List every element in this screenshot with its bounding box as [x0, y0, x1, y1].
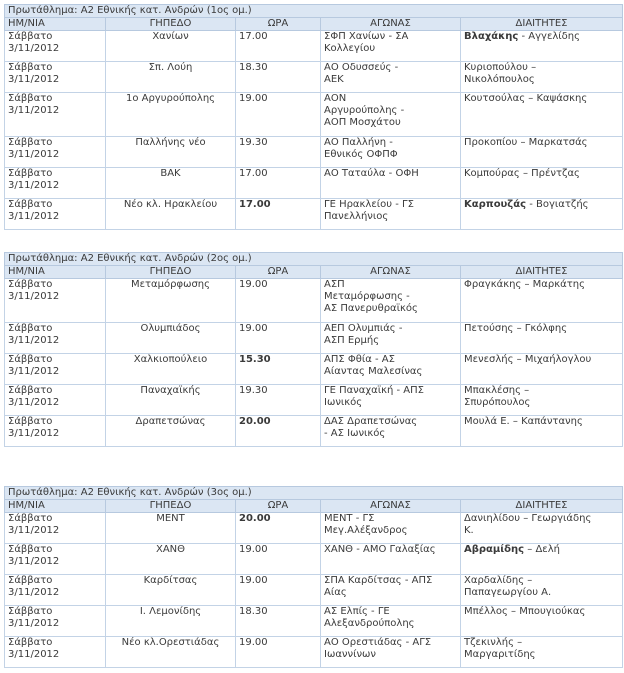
time-cell: 18.30	[236, 606, 321, 637]
date-cell: Σάββατο 3/11/2012	[5, 416, 106, 447]
match-cell: ΑΟ Παλλήνη - Εθνικός ΟΦΠΦ	[321, 137, 461, 168]
schedule-table-1	[4, 4, 623, 230]
referees-cell	[461, 575, 623, 606]
championship-title: Πρωτάθλημα: Α2 Εθνικής κατ. Ανδρών (3ος ομ.)	[5, 487, 623, 500]
referees-cell	[461, 354, 623, 385]
header-match: ΑΓΩΝΑΣ	[321, 18, 461, 31]
date-cell: Σάββατο 3/11/2012	[5, 31, 106, 62]
referee-rest: Κομπούρας – Πρέντζας	[464, 168, 580, 179]
table-row	[5, 168, 623, 199]
table-header-row	[5, 266, 623, 279]
venue-cell: Ολυμπιάδος	[106, 323, 236, 354]
table-row	[5, 513, 623, 544]
header-venue: ΓΗΠΕΔΟ	[106, 266, 236, 279]
referees-cell	[461, 62, 623, 93]
header-venue: ΓΗΠΕΔΟ	[106, 18, 236, 31]
table-row	[5, 354, 623, 385]
referee-rest: – Δελή	[524, 544, 560, 555]
date-cell: Σάββατο 3/11/2012	[5, 279, 106, 323]
referees-cell	[461, 168, 623, 199]
match-cell: ΧΑΝΘ - ΑΜΟ Γαλαξίας	[321, 544, 461, 575]
header-time: ΩΡΑ	[236, 18, 321, 31]
date-cell: Σάββατο 3/11/2012	[5, 354, 106, 385]
venue-cell: Καρδίτσας	[106, 575, 236, 606]
table-header-row	[5, 18, 623, 31]
table-row	[5, 637, 623, 668]
table-title-row	[5, 253, 623, 266]
referee-rest: Πετούσης – Γκόλφης	[464, 323, 568, 334]
referees-cell	[461, 323, 623, 354]
referees-cell	[461, 31, 623, 62]
match-cell: ΣΦΠ Χανίων - ΣΑ Κολλεγίου	[321, 31, 461, 62]
referees-cell	[461, 544, 623, 575]
match-cell: ΓΕ Παναχαϊκή - ΑΠΣ Ιωνικός	[321, 385, 461, 416]
date-cell: Σάββατο 3/11/2012	[5, 323, 106, 354]
header-match: ΑΓΩΝΑΣ	[321, 266, 461, 279]
table-row	[5, 137, 623, 168]
match-cell: ΑΠΣ Φθία - ΑΣ Αίαντας Μαλεσίνας	[321, 354, 461, 385]
time-cell: 19.00	[236, 575, 321, 606]
date-cell: Σάββατο 3/11/2012	[5, 385, 106, 416]
venue-cell: ΧΑΝΘ	[106, 544, 236, 575]
time-cell: 19.00	[236, 637, 321, 668]
venue-cell: Χαλκιοπούλειο	[106, 354, 236, 385]
time-cell: 18.30	[236, 62, 321, 93]
time-cell: 19.00	[236, 544, 321, 575]
time-cell: 19.30	[236, 137, 321, 168]
match-cell: ΑΟ Ορεστιάδας - ΑΓΣ Ιωαννίνων	[321, 637, 461, 668]
header-date: ΗΜ/ΝΙΑ	[5, 500, 106, 513]
date-cell: Σάββατο 3/11/2012	[5, 137, 106, 168]
date-cell: Σάββατο 3/11/2012	[5, 637, 106, 668]
header-time: ΩΡΑ	[236, 500, 321, 513]
time-cell: 17.00	[236, 168, 321, 199]
table-row	[5, 93, 623, 137]
time-cell: 19.00	[236, 93, 321, 137]
table-row	[5, 385, 623, 416]
referee-rest: Δανιηλίδου – Γεωργιάδης Κ.	[464, 513, 592, 536]
venue-cell: Δραπετσώνας	[106, 416, 236, 447]
date-cell: Σάββατο 3/11/2012	[5, 513, 106, 544]
championship-title: Πρωτάθλημα: Α2 Εθνικής κατ. Ανδρών (2ος ομ.)	[5, 253, 623, 266]
venue-cell: Νέο κλ. Ηρακλείου	[106, 199, 236, 230]
referee-rest: Χαρδαλίδης – Παπαγεωργίου Α.	[464, 575, 552, 598]
date-cell: Σάββατο 3/11/2012	[5, 575, 106, 606]
date-cell: Σάββατο 3/11/2012	[5, 62, 106, 93]
table-row	[5, 323, 623, 354]
time-cell: 20.00	[236, 416, 321, 447]
header-date: ΗΜ/ΝΙΑ	[5, 266, 106, 279]
match-cell: ΑΟ Οδυσσεύς - ΑΕΚ	[321, 62, 461, 93]
referee-rest: Κυριοπούλου – Νικολόπουλος	[464, 62, 537, 85]
table-row	[5, 606, 623, 637]
schedule-table-2	[4, 252, 623, 447]
venue-cell: Ι. Λεμονίδης	[106, 606, 236, 637]
referee-rest: - Αγγελίδης	[518, 31, 580, 42]
date-cell: Σάββατο 3/11/2012	[5, 199, 106, 230]
table-row	[5, 575, 623, 606]
schedule-table-3	[4, 486, 623, 668]
referees-cell	[461, 416, 623, 447]
table-row	[5, 199, 623, 230]
referee-rest: Μουλά Ε. – Καπάντανης	[464, 416, 583, 427]
venue-cell: 1ο Αργυρούπολης	[106, 93, 236, 137]
referee-rest: Φραγκάκης – Μαρκάτης	[464, 279, 585, 290]
referee-rest: - Βογιατζής	[526, 199, 589, 210]
match-cell: ΓΕ Ηρακλείου - ΓΣ Πανελλήνιος	[321, 199, 461, 230]
table-title-row	[5, 487, 623, 500]
venue-cell: Μεταμόρφωσης	[106, 279, 236, 323]
venue-cell: Παλλήνης νέο	[106, 137, 236, 168]
referees-cell	[461, 513, 623, 544]
table-row	[5, 544, 623, 575]
venue-cell: ΜΕΝΤ	[106, 513, 236, 544]
header-date: ΗΜ/ΝΙΑ	[5, 18, 106, 31]
time-cell: 19.30	[236, 385, 321, 416]
date-cell: Σάββατο 3/11/2012	[5, 606, 106, 637]
table-row	[5, 416, 623, 447]
championship-title: Πρωτάθλημα: Α2 Εθνικής κατ. Ανδρών (1ος ομ.)	[5, 5, 623, 18]
venue-cell: Νέο κλ.Ορεστιάδας	[106, 637, 236, 668]
match-cell: ΑΣ Ελπίς - ΓΕ Αλεξανδρούπολης	[321, 606, 461, 637]
header-time: ΩΡΑ	[236, 266, 321, 279]
venue-cell: Σπ. Λούη	[106, 62, 236, 93]
time-cell: 15.30	[236, 354, 321, 385]
referee-primary: Καρπουζάς	[464, 199, 527, 210]
referees-cell	[461, 637, 623, 668]
referee-rest: Μπακλέσης – Σπυρόπουλος	[464, 385, 531, 408]
match-cell: ΑΟ Ταταύλα - ΟΦΗ	[321, 168, 461, 199]
venue-cell: ΒΑΚ	[106, 168, 236, 199]
time-cell: 19.00	[236, 279, 321, 323]
referee-rest: Τζεκινλής – Μαργαριτίδης	[464, 637, 536, 660]
match-cell: ΑΟΝ Αργυρούπολης - ΑΟΠ Μοσχάτου	[321, 93, 461, 137]
referee-rest: Προκοπίου – Μαρκατσάς	[464, 137, 588, 148]
referee-rest: Μπέλλος – Μπουγιούκας	[464, 606, 586, 617]
header-referees: ΔΙΑΙΤΗΤΕΣ	[461, 500, 623, 513]
referee-primary: Βλαχάκης	[464, 31, 519, 42]
date-cell: Σάββατο 3/11/2012	[5, 168, 106, 199]
time-cell: 17.00	[236, 199, 321, 230]
referees-cell	[461, 93, 623, 137]
time-cell: 19.00	[236, 323, 321, 354]
match-cell: ΑΕΠ Ολυμπιάς - ΑΣΠ Ερμής	[321, 323, 461, 354]
time-cell: 17.00	[236, 31, 321, 62]
referee-rest: Μενεσλής – Μιχαήλογλου	[464, 354, 592, 365]
match-cell: ΜΕΝΤ - ΓΣ Μεγ.Αλέξανδρος	[321, 513, 461, 544]
time-cell: 20.00	[236, 513, 321, 544]
table-row	[5, 31, 623, 62]
header-match: ΑΓΩΝΑΣ	[321, 500, 461, 513]
header-referees: ΔΙΑΙΤΗΤΕΣ	[461, 18, 623, 31]
referees-cell	[461, 137, 623, 168]
header-referees: ΔΙΑΙΤΗΤΕΣ	[461, 266, 623, 279]
date-cell: Σάββατο 3/11/2012	[5, 544, 106, 575]
date-cell: Σάββατο 3/11/2012	[5, 93, 106, 137]
match-cell: ΣΠΑ Καρδίτσας - ΑΠΣ Αίας	[321, 575, 461, 606]
venue-cell: Χανίων	[106, 31, 236, 62]
header-venue: ΓΗΠΕΔΟ	[106, 500, 236, 513]
table-title-row	[5, 5, 623, 18]
referee-rest: Κουτσούλας – Καψάσκης	[464, 93, 588, 104]
venue-cell: Παναχαϊκής	[106, 385, 236, 416]
referees-cell	[461, 606, 623, 637]
referees-cell	[461, 279, 623, 323]
match-cell: ΑΣΠ Μεταμόρφωσης - ΑΣ Πανερυθραϊκός	[321, 279, 461, 323]
table-row	[5, 279, 623, 323]
referees-cell	[461, 385, 623, 416]
table-row	[5, 62, 623, 93]
referees-cell	[461, 199, 623, 230]
referee-primary: Αβραμίδης	[464, 544, 525, 555]
table-header-row	[5, 500, 623, 513]
match-cell: ΔΑΣ Δραπετσώνας - ΑΣ Ιωνικός	[321, 416, 461, 447]
